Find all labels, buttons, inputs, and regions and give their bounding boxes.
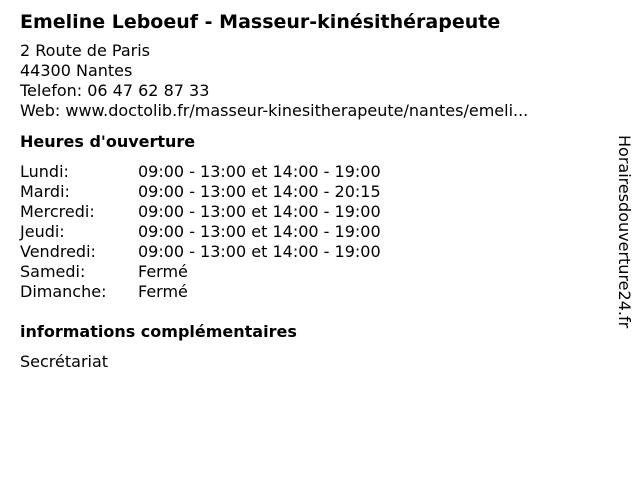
hours-table [20, 162, 610, 302]
day-label: Dimanche: [20, 282, 107, 301]
time-value: 09:00 - 13:00 et 14:00 - 20:15 [138, 182, 381, 201]
address-block [20, 41, 610, 121]
day-label: Jeudi: [20, 222, 65, 241]
hours-heading: Heures d'ouverture [20, 132, 196, 151]
time-value: 09:00 - 13:00 et 14:00 - 19:00 [138, 222, 381, 241]
street-address: 2 Route de Paris [20, 41, 150, 60]
hours-row [20, 202, 610, 222]
day-label: Samedi: [20, 262, 86, 281]
hours-row [20, 222, 610, 242]
side-brand-watermark: Horairesdouverture24.fr [615, 135, 634, 329]
time-value: Fermé [138, 282, 188, 301]
time-value: 09:00 - 13:00 et 14:00 - 19:00 [138, 162, 381, 181]
business-title: Emeline Leboeuf - Masseur-kinésithérapeute [20, 11, 501, 33]
day-label: Vendredi: [20, 242, 96, 261]
time-value: Fermé [138, 262, 188, 281]
hours-row [20, 282, 610, 302]
hours-row [20, 182, 610, 202]
info-text: Secrétariat [20, 352, 109, 371]
hours-row [20, 242, 610, 262]
info-heading: informations complémentaires [20, 322, 297, 341]
hours-row [20, 262, 610, 282]
time-value: 09:00 - 13:00 et 14:00 - 19:00 [138, 202, 381, 221]
postal-city: 44300 Nantes [20, 61, 133, 80]
day-label: Mercredi: [20, 202, 95, 221]
phone-line: Telefon: 06 47 62 87 33 [20, 81, 210, 100]
web-line: Web: www.doctolib.fr/masseur-kinesitherapeute/nantes/emeli... [20, 101, 529, 120]
hours-row [20, 162, 610, 182]
time-value: 09:00 - 13:00 et 14:00 - 19:00 [138, 242, 381, 261]
day-label: Lundi: [20, 162, 69, 181]
day-label: Mardi: [20, 182, 70, 201]
business-card [20, 10, 610, 372]
